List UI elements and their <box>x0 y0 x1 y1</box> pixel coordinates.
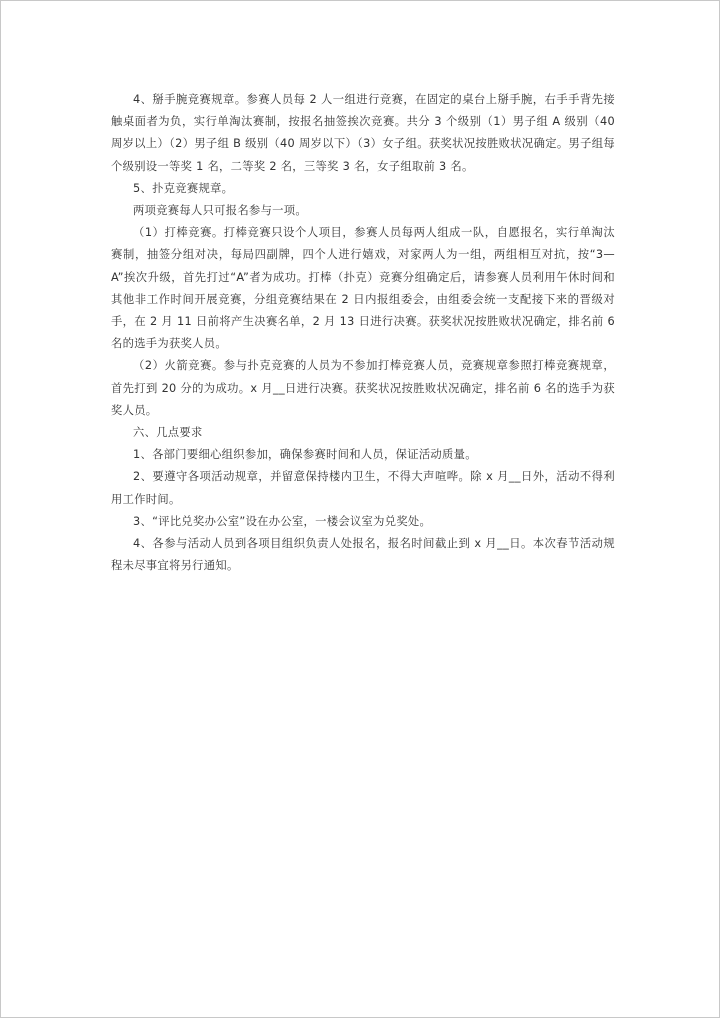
document-body <box>111 89 615 577</box>
paragraph-rocket-competition: （2）火箭竞赛。参与扑克竞赛的人员为不参加打棒竞赛人员，竞赛规章参照打棒竞赛规章，首先打到 20 分的为成功。x 月__日进行决赛。获奖状况按胜败状况确定，排名前 6 名的选手为获奖人员。 <box>111 359 615 417</box>
paragraph-poker-rules-heading: 5、扑克竞赛规章。 <box>133 181 234 195</box>
paragraph-requirement-3: 3、“评比兑奖办公室”设在办公室，一楼会议室为兑奖处。 <box>133 514 432 528</box>
paragraph-requirement-1: 1、各部门要细心组织参加，确保参赛时间和人员，保证活动质量。 <box>133 448 477 462</box>
paragraph-requirement-2: 2、要遵守各项活动规章，并留意保持楼内卫生，不得大声喧哗。除 x 月__日外，活动不得利用工作时间。 <box>111 470 615 506</box>
section-heading-requirements: 六、几点要求 <box>133 426 203 440</box>
paragraph-requirement-4: 4、各参与活动人员到各项目组织负责人处报名，报名时间截止到 x 月__日。本次春节活动规程未尽事宜将另行通知。 <box>111 537 615 573</box>
paragraph-dabang-competition: （1）打棒竞赛。打棒竞赛只设个人项目，参赛人员每两人组成一队，自愿报名，实行单淘汰赛制，抽签分组对决，每局四副牌，四个人进行嬉戏，对家两人为一组，两组相互对抗，按“3—A”挨次升级，首先打过“A”者为成功。打棒（扑克）竞赛分组确定后，请参赛人员利用午休时间和其他非工作时间开展竞赛，分组竞赛结果在 2 日内报组委会，由组委会统一支配接下来的晋级对手，在 2 月 11 日前将产生决赛名单，2 月 13 日进行决赛。获奖状况按胜败状况确定，排名前 6 名的选手为获奖人员。 <box>111 226 615 351</box>
paragraph-arm-wrestling-rules: 4、掰手腕竞赛规章。参赛人员每 2 人一组进行竞赛，在固定的桌台上掰手腕，右手手背先接触桌面者为负，实行单淘汰赛制，按报名抽签挨次竞赛。共分 3 个级别（1）男子组 A 级别（40 周岁以上）（2）男子组 B 级别（40 周岁以下）（3）女子组。获奖状况按胜败状况确定。男子组每个级别设一等奖 1 名，二等奖 2 名，三等奖 3 名，女子组取前 3 名。 <box>111 93 615 173</box>
paragraph-one-event-limit: 两项竞赛每人只可报名参与一项。 <box>133 204 307 218</box>
